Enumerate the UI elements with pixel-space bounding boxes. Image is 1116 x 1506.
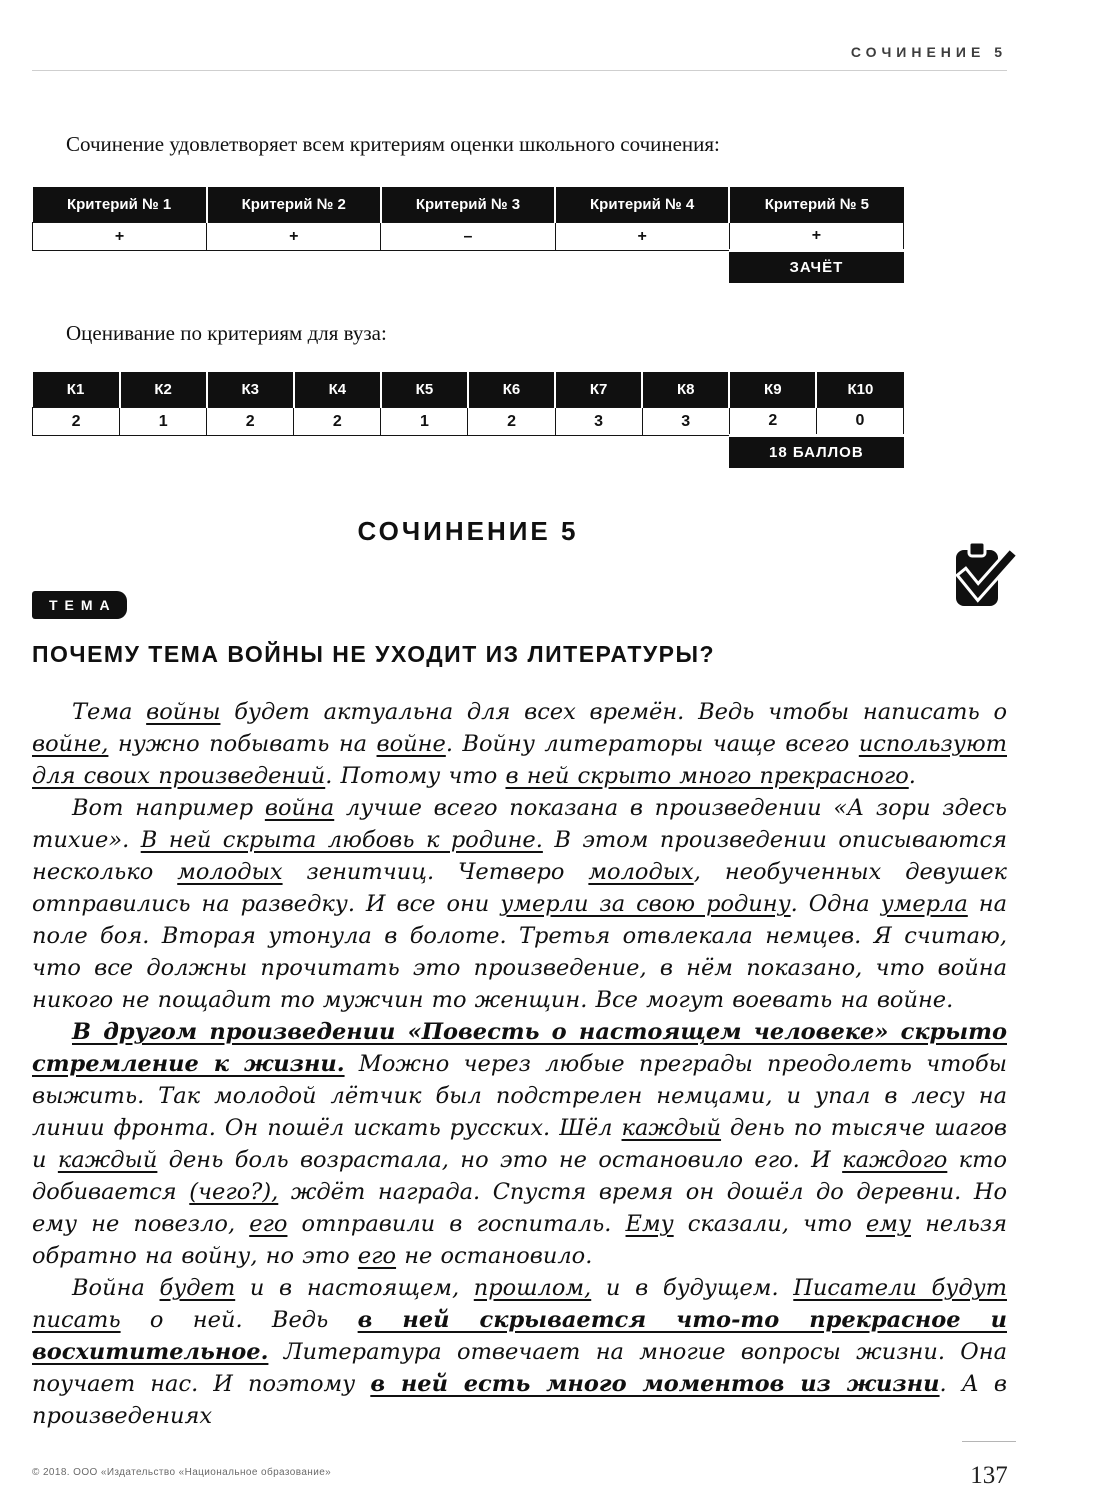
- school-verdict-badge: ЗАЧЁТ: [729, 251, 903, 284]
- criterion-header-cell: Критерий № 4: [555, 187, 729, 223]
- k-score-cell: 2: [207, 408, 294, 436]
- essay-text: Вот например: [72, 795, 265, 822]
- essay-text: будет актуальна для всех времён. Ведь чтобы написать о: [220, 699, 1007, 726]
- essay-underlined-text: прошлом,: [473, 1275, 592, 1302]
- k-score-cell: 1: [120, 408, 207, 436]
- essay-paragraph: [32, 1016, 1007, 1272]
- essay-text: нельзя обратно на войну, но это: [32, 1211, 1007, 1270]
- criterion-mark-cell: +: [207, 223, 381, 251]
- clipboard-check-icon: [944, 538, 1020, 618]
- criterion-mark-cell: +: [555, 223, 729, 251]
- section-title: СОЧИНЕНИЕ 5: [357, 516, 579, 547]
- essay-text: зенитчиц. Четверо: [282, 859, 589, 886]
- essay-text: день боль возрастала, но это не остановило его. И: [157, 1147, 843, 1174]
- essay-underlined-text: умерли за свою родину: [500, 891, 791, 918]
- page-number-rule: [962, 1441, 1016, 1442]
- essay-underlined-text: каждый: [621, 1115, 722, 1142]
- essay-text: , необученных девушек отправились на разведку. И все они: [32, 859, 1007, 918]
- k-score-cell: 2: [468, 408, 555, 436]
- essay-text: лучше всего показана в произведении «А зори здесь тихие».: [32, 795, 1007, 854]
- essay-text: кто добивается: [32, 1147, 1007, 1206]
- k-score-cell: 3: [555, 408, 642, 436]
- essay-text: . А в произведениях: [32, 1371, 1007, 1430]
- k-score-cell: 0: [816, 408, 903, 436]
- essay-underlined-text: молодых: [588, 859, 694, 886]
- essay-underlined-text: будет: [159, 1275, 236, 1302]
- essay-text: день по тысяче шагов и: [32, 1115, 1007, 1174]
- essay-underlined-text: войне: [376, 731, 446, 758]
- k-score-cell: 2: [33, 408, 120, 436]
- essay-underlined-text: В ней скрыта любовь к родине.: [140, 827, 543, 854]
- essay-underlined-text: войны: [146, 699, 221, 726]
- essay-underlined-text: его: [357, 1243, 397, 1270]
- essay-text: отправили в госпиталь.: [287, 1211, 626, 1238]
- essay-underlined-text: используют для своих произведений: [32, 731, 1007, 790]
- essay-underlined-text: в ней скрыто много прекрасного: [505, 763, 909, 790]
- criterion-header-cell: Критерий № 3: [381, 187, 555, 223]
- essay-underlined-text: война: [264, 795, 335, 822]
- university-score-table: [32, 372, 904, 468]
- essay-text: сказали, что: [673, 1211, 866, 1238]
- essay-text: Литература отвечает на многие вопросы жизни. Она поучает нас. И поэтому: [32, 1339, 1007, 1398]
- university-eval-label: Оценивание по критериям для вуза:: [66, 321, 387, 346]
- essay-paragraph: [32, 792, 1007, 1016]
- criterion-mark-cell: –: [381, 223, 555, 251]
- essay-text: Тема: [72, 699, 147, 726]
- essay-text: на поле боя. Вторая утонула в болоте. Третья отвлекала немцев. Я считаю, что все должны прочитать это произведение, в нём показано, что война никого не пощадит то мужчин то женщин. Все могут воевать на войне.: [32, 891, 1007, 1014]
- essay-underlined-text: войне,: [32, 731, 109, 758]
- k-score-cell: 3: [642, 408, 729, 436]
- essay-underlined-text: ему: [865, 1211, 911, 1238]
- k-header-cell: К9: [729, 372, 816, 408]
- essay-text: ждёт награда. Спустя время он дошёл до деревни. Но ему не повезло,: [32, 1179, 1008, 1238]
- essay-body: [32, 696, 1007, 1432]
- essay-text: Война: [72, 1275, 160, 1302]
- essay-text: и в настоящем,: [235, 1275, 474, 1302]
- k-header-cell: К4: [294, 372, 381, 408]
- essay-text: Можно через любые преграды преодолеть чтобы выжить. Так молодой лётчик был подстрелен немцами, и упал в лесу на линии фронта. Он пошёл искать русских. Шёл: [32, 1051, 1008, 1142]
- essay-text: В этом произведении описываются несколько: [32, 827, 1007, 886]
- k-header-cell: К8: [642, 372, 729, 408]
- criterion-mark-cell: +: [729, 223, 903, 251]
- essay-underlined-text: каждый: [57, 1147, 158, 1174]
- table-spacer: [33, 436, 730, 469]
- page-number: 137: [970, 1462, 1008, 1489]
- k-header-cell: К5: [381, 372, 468, 408]
- topic-title: ПОЧЕМУ ТЕМА ВОЙНЫ НЕ УХОДИТ ИЗ ЛИТЕРАТУРЫ?: [32, 641, 716, 668]
- essay-paragraph: [32, 696, 1007, 792]
- footer-copyright: © 2018. ООО «Издательство «Национальное образование»: [32, 1467, 332, 1478]
- essay-underlined-text: Писатели будут писать: [32, 1275, 1007, 1334]
- essay-text: . Одна: [790, 891, 881, 918]
- k-header-cell: К2: [120, 372, 207, 408]
- essay-underlined-text: в ней скрывается что-то прекрасное и восхитительное.: [32, 1307, 1007, 1366]
- k-header-cell: К6: [468, 372, 555, 408]
- k-score-cell: 2: [294, 408, 381, 436]
- k-score-cell: 2: [729, 408, 816, 436]
- k-header-cell: К10: [816, 372, 903, 408]
- criterion-header-cell: Критерий № 2: [207, 187, 381, 223]
- running-header: СОЧИНЕНИЕ 5: [850, 44, 1007, 60]
- intro-text: Сочинение удовлетворяет всем критериям оценки школьного сочинения:: [66, 132, 720, 156]
- essay-underlined-text: В другом произведении «Повесть о настоящем человеке» скрыто стремление к жизни.: [32, 1019, 1007, 1078]
- essay-underlined-text: его: [249, 1211, 288, 1238]
- k-header-cell: К1: [33, 372, 120, 408]
- school-criteria-table: [32, 187, 904, 283]
- table-spacer: [33, 251, 730, 284]
- tema-badge: ТЕМА: [32, 591, 127, 619]
- essay-text: о ней. Ведь: [120, 1307, 358, 1334]
- essay-text: и в будущем.: [591, 1275, 794, 1302]
- university-total-badge: 18 БАЛЛОВ: [729, 436, 903, 469]
- essay-underlined-text: молодых: [177, 859, 283, 886]
- essay-text: . Потому что: [325, 763, 506, 790]
- essay-text: .: [908, 763, 916, 790]
- essay-text: нужно побывать на: [108, 731, 377, 758]
- k-header-cell: К3: [207, 372, 294, 408]
- k-score-cell: 1: [381, 408, 468, 436]
- essay-text: . Войну литераторы чаще всего: [445, 731, 859, 758]
- criterion-mark-cell: +: [33, 223, 207, 251]
- essay-underlined-text: умерла: [880, 891, 968, 918]
- criterion-header-cell: Критерий № 1: [33, 187, 207, 223]
- essay-paragraph: [32, 1272, 1007, 1432]
- k-header-cell: К7: [555, 372, 642, 408]
- essay-underlined-text: Ему: [625, 1211, 674, 1238]
- essay-text: не остановило.: [396, 1243, 593, 1270]
- criterion-header-cell: Критерий № 5: [729, 187, 903, 223]
- header-rule: [32, 70, 1007, 71]
- essay-underlined-text: (чего?),: [189, 1179, 279, 1206]
- essay-underlined-text: в ней есть много моментов из жизни: [370, 1371, 940, 1398]
- essay-underlined-text: каждого: [842, 1147, 948, 1174]
